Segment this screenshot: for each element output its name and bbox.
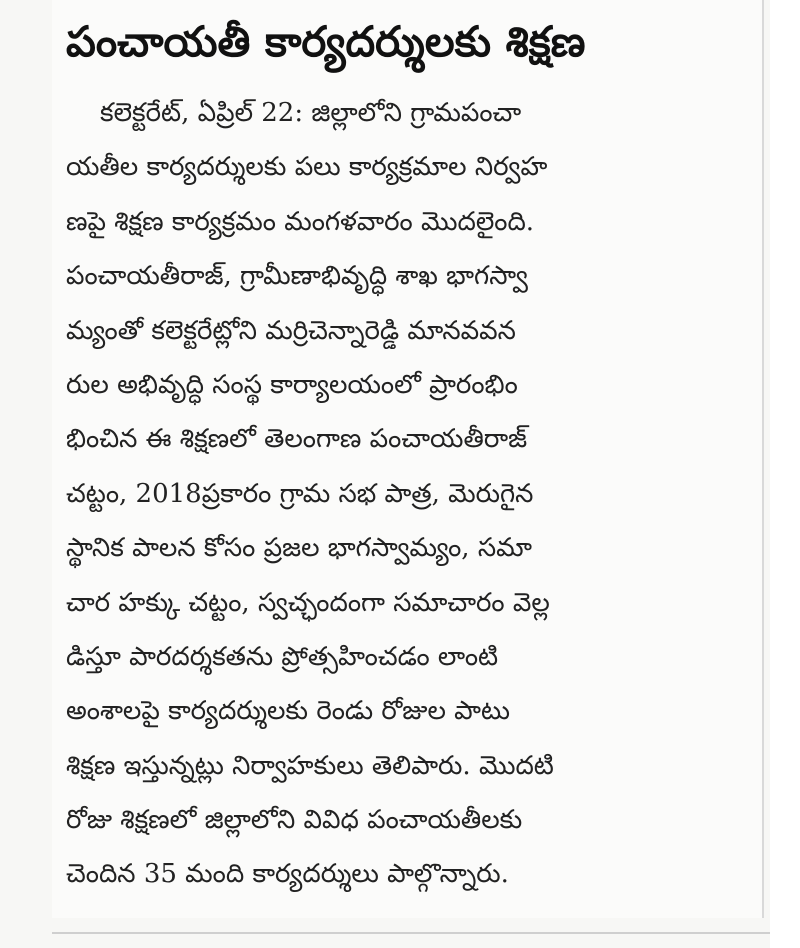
article-line: చట్టం, 2018ప్రకారం గ్రామ సభ పాత్ర, మెరుగైన bbox=[66, 478, 534, 509]
bottom-divider bbox=[52, 932, 772, 934]
article-line: యతీల కార్యదర్శులకు పలు కార్యక్రమాల నిర్వహ bbox=[66, 152, 548, 183]
article-line: భించిన ఈ శిక్షణలో తెలంగాణ పంచాయతీరాజ్ bbox=[66, 424, 528, 455]
article-line: కలెక్టరేట్, ఏప్రిల్ 22: జిల్లాలోని గ్రామపంచా bbox=[100, 98, 522, 128]
article-line: చెందిన 35 మంది కార్యదర్శులు పాల్గొన్నారు. bbox=[66, 859, 509, 890]
page-margin bbox=[770, 0, 800, 948]
article-line: శిక్షణ ఇస్తున్నట్లు నిర్వాహకులు తెలిపారు. మొదటి bbox=[66, 750, 554, 781]
article-body bbox=[66, 86, 721, 902]
article-line: ణపై శిక్షణ కార్యక్రమం మంగళవారం మొదలైంది. bbox=[66, 206, 535, 237]
article-line: రోజు శిక్షణలో జిల్లాలోని వివిధ పంచాయతీలకు bbox=[66, 805, 523, 836]
article-line: అంశాలపై కార్యదర్శులకు రెండు రోజుల పాటు bbox=[66, 696, 511, 727]
article-line: స్థానిక పాలన కోసం ప్రజల భాగస్వామ్యం, సమా bbox=[66, 533, 532, 564]
article-line: మ్యంతో కలెక్టరేట్లోని మర్రిచెన్నారెడ్డి మానవవన bbox=[66, 315, 516, 346]
article-line: చార హక్కు చట్టం, స్వచ్ఛందంగా సమాచారం వెల్ల bbox=[66, 587, 550, 618]
article-line: డిస్తూ పారదర్శకతను ప్రోత్సహించడం లాంటి bbox=[66, 641, 499, 672]
article-line: పంచాయతీరాజ్, గ్రామీణాభివృద్ధి శాఖ భాగస్వా bbox=[66, 261, 528, 292]
article-headline: పంచాయతీ కార్యదర్శులకు శిక్షణ bbox=[66, 17, 586, 66]
article-line: రుల అభివృద్ధి సంస్థ కార్యాలయంలో ప్రారంభిం bbox=[66, 369, 518, 400]
